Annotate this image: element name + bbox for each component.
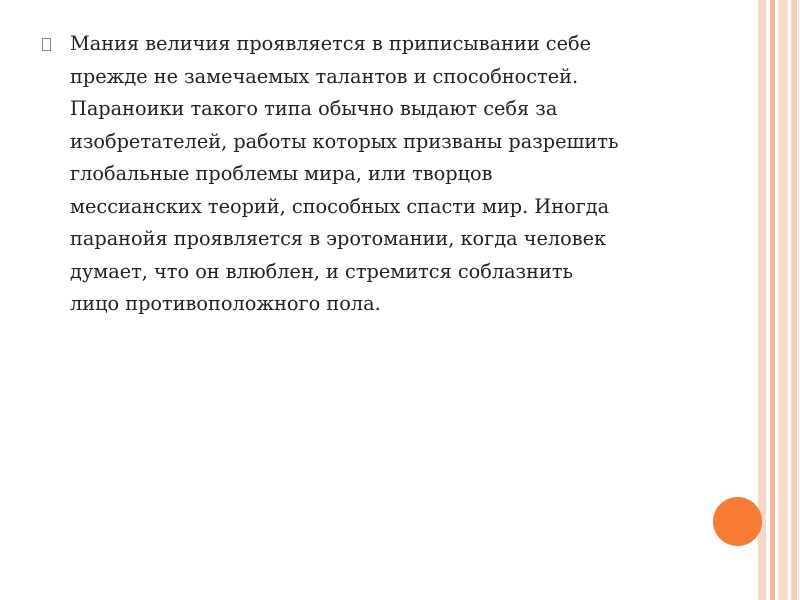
bullet-item [40,28,700,321]
decorative-stripes [758,0,800,600]
text-line: паранойя проявляется в эротомании, когда человек [70,227,607,250]
text-line: Параноики такого типа обычно выдают себя за [70,97,558,120]
text-line: думает, что он влюблен, и стремится соблазнить [70,259,573,283]
text-line: Мания величия проявляется в приписывании себе [70,32,592,55]
text-line: мессианских теорий, способных спасти мир. Иногда [70,194,610,218]
stripe [791,0,797,600]
text-line: лицо противоположного пола. [70,292,381,315]
bullet-icon [40,38,70,51]
slide-content [40,28,700,321]
text-line: прежде не замечаемых талантов и способностей. [70,64,579,88]
bullet-text [70,28,690,321]
text-line: глобальные проблемы мира, или творцов [70,162,493,185]
text-line: изобретателей, работы которых призваны разрешить [70,129,619,153]
stripe [770,0,775,600]
stripe [778,0,788,600]
orange-circle-decoration [713,497,762,546]
